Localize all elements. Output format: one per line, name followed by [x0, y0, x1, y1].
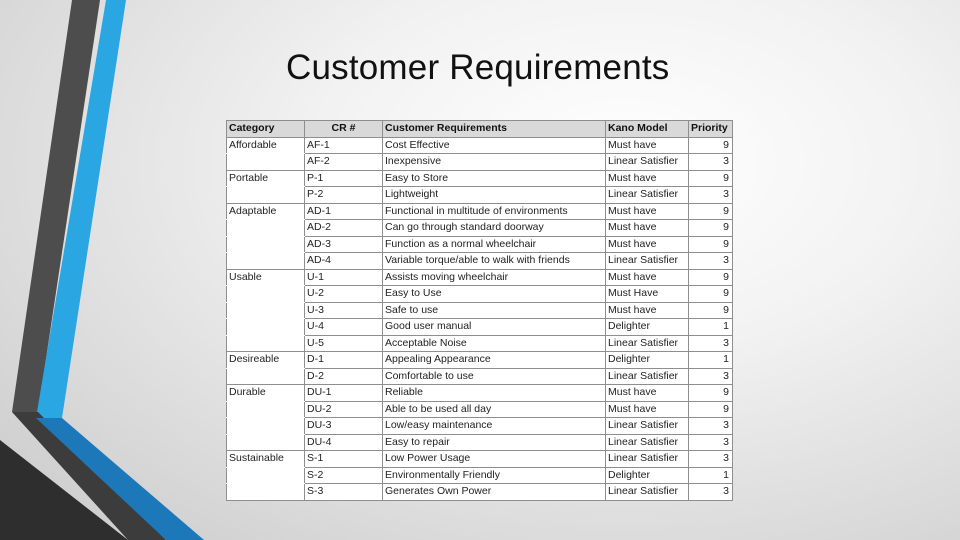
kano-model-cell: Linear Satisfier: [606, 253, 689, 270]
category-cell: Usable: [227, 269, 305, 286]
requirement-cell: Easy to repair: [383, 434, 606, 451]
cr-number-cell: AD-4: [305, 253, 383, 270]
header-priority: Priority: [689, 121, 733, 138]
requirement-cell: Inexpensive: [383, 154, 606, 171]
priority-cell: 3: [689, 434, 733, 451]
requirements-table: [226, 120, 733, 501]
requirement-cell: Assists moving wheelchair: [383, 269, 606, 286]
requirement-cell: Cost Effective: [383, 137, 606, 154]
table-row: [227, 286, 733, 303]
table-row: [227, 401, 733, 418]
cr-number-cell: DU-4: [305, 434, 383, 451]
category-cell: [227, 302, 305, 319]
table-row: [227, 203, 733, 220]
table-row: [227, 170, 733, 187]
cr-number-cell: DU-1: [305, 385, 383, 402]
kano-model-cell: Linear Satisfier: [606, 335, 689, 352]
category-cell: [227, 335, 305, 352]
header-cr-number: CR #: [305, 121, 383, 138]
requirement-cell: Reliable: [383, 385, 606, 402]
cr-number-cell: D-2: [305, 368, 383, 385]
requirement-cell: Environmentally Friendly: [383, 467, 606, 484]
cr-number-cell: AD-2: [305, 220, 383, 237]
table-row: [227, 352, 733, 369]
kano-model-cell: Delighter: [606, 319, 689, 336]
table-row: [227, 368, 733, 385]
cr-number-cell: U-1: [305, 269, 383, 286]
category-cell: [227, 484, 305, 501]
priority-cell: 3: [689, 253, 733, 270]
category-cell: [227, 467, 305, 484]
cr-number-cell: U-3: [305, 302, 383, 319]
table-row: [227, 187, 733, 204]
slide-title: Customer Requirements: [286, 48, 670, 87]
kano-model-cell: Must have: [606, 236, 689, 253]
table-body: [227, 137, 733, 500]
cr-number-cell: U-5: [305, 335, 383, 352]
priority-cell: 9: [689, 137, 733, 154]
requirement-cell: Able to be used all day: [383, 401, 606, 418]
cr-number-cell: AD-3: [305, 236, 383, 253]
category-cell: Affordable: [227, 137, 305, 154]
category-cell: Desireable: [227, 352, 305, 369]
requirement-cell: Acceptable Noise: [383, 335, 606, 352]
table-row: [227, 385, 733, 402]
table-row: [227, 236, 733, 253]
kano-model-cell: Linear Satisfier: [606, 451, 689, 468]
kano-model-cell: Delighter: [606, 352, 689, 369]
requirement-cell: Generates Own Power: [383, 484, 606, 501]
priority-cell: 1: [689, 319, 733, 336]
header-kano-model: Kano Model: [606, 121, 689, 138]
cr-number-cell: S-2: [305, 467, 383, 484]
kano-model-cell: Linear Satisfier: [606, 484, 689, 501]
category-cell: Adaptable: [227, 203, 305, 220]
cr-number-cell: U-4: [305, 319, 383, 336]
table-row: [227, 451, 733, 468]
kano-model-cell: Linear Satisfier: [606, 187, 689, 204]
cr-number-cell: AF-1: [305, 137, 383, 154]
kano-model-cell: Linear Satisfier: [606, 154, 689, 171]
kano-model-cell: Delighter: [606, 467, 689, 484]
requirement-cell: Lightweight: [383, 187, 606, 204]
requirement-cell: Can go through standard doorway: [383, 220, 606, 237]
table-row: [227, 484, 733, 501]
table-row: [227, 302, 733, 319]
category-cell: [227, 236, 305, 253]
category-cell: [227, 418, 305, 435]
priority-cell: 9: [689, 170, 733, 187]
table-header-row: [227, 121, 733, 138]
priority-cell: 3: [689, 154, 733, 171]
requirement-cell: Easy to Store: [383, 170, 606, 187]
cr-number-cell: DU-2: [305, 401, 383, 418]
priority-cell: 3: [689, 368, 733, 385]
table-row: [227, 220, 733, 237]
category-cell: [227, 434, 305, 451]
table-row: [227, 434, 733, 451]
requirement-cell: Easy to Use: [383, 286, 606, 303]
priority-cell: 9: [689, 286, 733, 303]
cr-number-cell: U-2: [305, 286, 383, 303]
kano-model-cell: Must have: [606, 170, 689, 187]
priority-cell: 9: [689, 385, 733, 402]
requirement-cell: Comfortable to use: [383, 368, 606, 385]
requirement-cell: Variable torque/able to walk with friends: [383, 253, 606, 270]
cr-number-cell: AD-1: [305, 203, 383, 220]
table-row: [227, 467, 733, 484]
category-cell: [227, 154, 305, 171]
priority-cell: 9: [689, 302, 733, 319]
cr-number-cell: DU-3: [305, 418, 383, 435]
priority-cell: 9: [689, 203, 733, 220]
category-cell: Durable: [227, 385, 305, 402]
kano-model-cell: Must Have: [606, 286, 689, 303]
category-cell: [227, 253, 305, 270]
priority-cell: 1: [689, 467, 733, 484]
table-row: [227, 154, 733, 171]
requirement-cell: Low Power Usage: [383, 451, 606, 468]
priority-cell: 3: [689, 418, 733, 435]
cr-number-cell: P-2: [305, 187, 383, 204]
cr-number-cell: D-1: [305, 352, 383, 369]
kano-model-cell: Linear Satisfier: [606, 368, 689, 385]
priority-cell: 3: [689, 484, 733, 501]
table-row: [227, 335, 733, 352]
requirement-cell: Good user manual: [383, 319, 606, 336]
kano-model-cell: Must have: [606, 302, 689, 319]
cr-number-cell: AF-2: [305, 154, 383, 171]
priority-cell: 9: [689, 220, 733, 237]
table-row: [227, 269, 733, 286]
category-cell: Portable: [227, 170, 305, 187]
priority-cell: 3: [689, 187, 733, 204]
category-cell: [227, 286, 305, 303]
category-cell: [227, 319, 305, 336]
priority-cell: 1: [689, 352, 733, 369]
priority-cell: 3: [689, 335, 733, 352]
requirement-cell: Functional in multitude of environments: [383, 203, 606, 220]
priority-cell: 9: [689, 236, 733, 253]
category-cell: [227, 401, 305, 418]
cr-number-cell: S-3: [305, 484, 383, 501]
table-row: [227, 319, 733, 336]
header-category: Category: [227, 121, 305, 138]
category-cell: [227, 187, 305, 204]
category-cell: [227, 220, 305, 237]
category-cell: Sustainable: [227, 451, 305, 468]
header-customer-requirements: Customer Requirements: [383, 121, 606, 138]
kano-model-cell: Must have: [606, 401, 689, 418]
kano-model-cell: Linear Satisfier: [606, 434, 689, 451]
cr-number-cell: S-1: [305, 451, 383, 468]
priority-cell: 3: [689, 451, 733, 468]
requirement-cell: Low/easy maintenance: [383, 418, 606, 435]
requirement-cell: Function as a normal wheelchair: [383, 236, 606, 253]
kano-model-cell: Must have: [606, 269, 689, 286]
priority-cell: 9: [689, 401, 733, 418]
kano-model-cell: Must have: [606, 385, 689, 402]
priority-cell: 9: [689, 269, 733, 286]
table-row: [227, 253, 733, 270]
kano-model-cell: Must have: [606, 137, 689, 154]
kano-model-cell: Linear Satisfier: [606, 418, 689, 435]
table-row: [227, 137, 733, 154]
requirement-cell: Safe to use: [383, 302, 606, 319]
category-cell: [227, 368, 305, 385]
decorative-side-bars: [0, 0, 220, 540]
cr-number-cell: P-1: [305, 170, 383, 187]
kano-model-cell: Must have: [606, 220, 689, 237]
table-row: [227, 418, 733, 435]
requirement-cell: Appealing Appearance: [383, 352, 606, 369]
kano-model-cell: Must have: [606, 203, 689, 220]
